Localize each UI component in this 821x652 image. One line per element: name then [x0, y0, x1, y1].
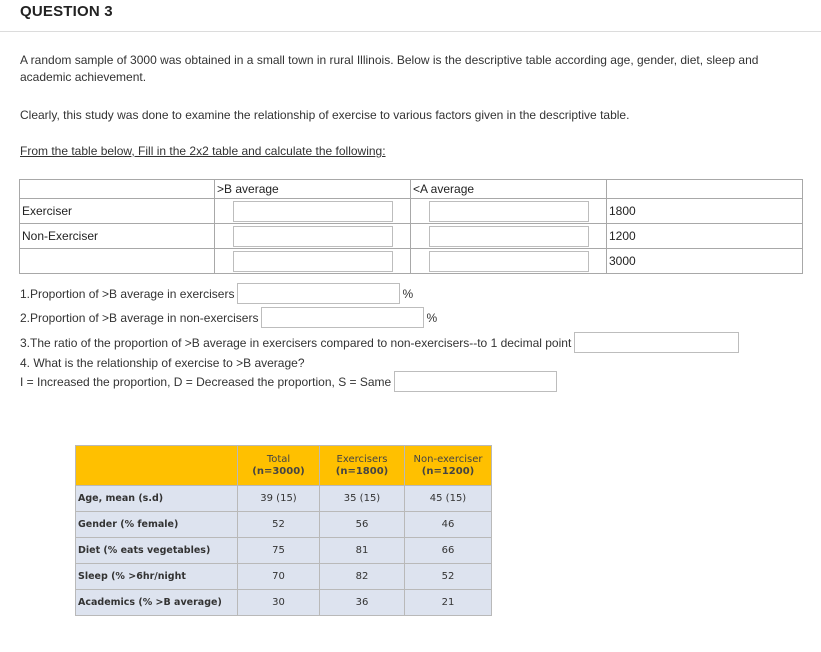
descriptive-cell: 82: [320, 564, 405, 590]
exerciser-above-b-input[interactable]: [233, 201, 393, 222]
non-exerciser-above-b-input[interactable]: [233, 226, 393, 247]
descriptive-cell: 46: [405, 512, 492, 538]
grid-corner-cell: [20, 180, 215, 199]
grid-row-label: Non-Exerciser: [20, 224, 215, 249]
descriptive-row: [76, 512, 492, 538]
grid-header-row: [20, 180, 803, 199]
question-2-suffix: %: [426, 310, 438, 325]
descriptive-cell: 75: [238, 538, 320, 564]
descriptive-row-label: Academics (% >B average): [76, 590, 238, 616]
descriptive-col-header: Non-exerciser (n=1200): [405, 446, 492, 486]
question-4-text: 4. What is the relationship of exercise to >B average?: [20, 356, 305, 370]
grid-total-header: [607, 180, 803, 199]
intro-text: A random sample of 3000 was obtained in a small town in rural Illinois. Below is the descriptive table according age, gender, diet, sleep and academic achievement.: [20, 53, 759, 84]
descriptive-row: [76, 564, 492, 590]
descriptive-row: [76, 486, 492, 512]
descriptive-cell: 45 (15): [405, 486, 492, 512]
grid-row-total: 3000: [607, 249, 803, 274]
descriptive-cell: 56: [320, 512, 405, 538]
descriptive-col-header: Exercisers (n=1800): [320, 446, 405, 486]
descriptive-col-header: Total (n=3000): [238, 446, 320, 486]
descriptive-row-label: Diet (% eats vegetables): [76, 538, 238, 564]
descriptive-row: [76, 538, 492, 564]
descriptive-cell: 30: [238, 590, 320, 616]
question-1-suffix: %: [402, 286, 414, 301]
descriptive-row-label: Gender (% female): [76, 512, 238, 538]
descriptive-cell: 52: [405, 564, 492, 590]
descriptive-cell: 35 (15): [320, 486, 405, 512]
question-1: [20, 283, 413, 304]
descriptive-cell: 36: [320, 590, 405, 616]
descriptive-row-label: Age, mean (s.d): [76, 486, 238, 512]
grid-col-header: <A average: [411, 180, 607, 199]
descriptive-table: [75, 445, 492, 616]
question-2-input[interactable]: [261, 307, 424, 328]
grid-row-label: Exerciser: [20, 199, 215, 224]
instruction-text: From the table below, Fill in the 2x2 table and calculate the following:: [20, 144, 386, 158]
header-divider: [0, 31, 821, 32]
clarification-text: Clearly, this study was done to examine the relationship of exercise to various factors given in the descriptive table.: [20, 108, 630, 122]
total-above-b-input[interactable]: [233, 251, 393, 272]
non-exerciser-below-a-input[interactable]: [429, 226, 589, 247]
question-title: QUESTION 3: [20, 3, 113, 20]
question-4-input[interactable]: [394, 371, 557, 392]
grid-row-non-exerciser: [20, 224, 803, 249]
question-1-text: 1.Proportion of >B average in exercisers: [20, 286, 235, 301]
question-4: [20, 356, 305, 370]
descriptive-cell: 70: [238, 564, 320, 590]
question-2: [20, 307, 437, 328]
question-2-text: 2.Proportion of >B average in non-exercisers: [20, 310, 259, 325]
two-by-two-table: [19, 179, 803, 274]
descriptive-corner-cell: [76, 446, 238, 486]
descriptive-cell: 81: [320, 538, 405, 564]
exerciser-below-a-input[interactable]: [429, 201, 589, 222]
descriptive-cell: 21: [405, 590, 492, 616]
descriptive-cell: 39 (15): [238, 486, 320, 512]
descriptive-row: [76, 590, 492, 616]
descriptive-cell: 66: [405, 538, 492, 564]
grid-col-header: >B average: [215, 180, 411, 199]
grid-row-label: [20, 249, 215, 274]
question-3-text: 3.The ratio of the proportion of >B average in exercisers compared to non-exercisers--to 1 decimal point: [20, 335, 572, 350]
question-4-options: [20, 371, 557, 392]
question-4-options-text: I = Increased the proportion, D = Decreased the proportion, S = Same: [20, 374, 392, 389]
question-3-input[interactable]: [574, 332, 739, 353]
descriptive-cell: 52: [238, 512, 320, 538]
total-below-a-input[interactable]: [429, 251, 589, 272]
grid-row-total: 1800: [607, 199, 803, 224]
question-1-input[interactable]: [237, 283, 400, 304]
grid-row-total-row: [20, 249, 803, 274]
descriptive-header-row: [76, 446, 492, 486]
descriptive-row-label: Sleep (% >6hr/night: [76, 564, 238, 590]
question-3: [20, 332, 739, 353]
grid-row-exerciser: [20, 199, 803, 224]
grid-row-total: 1200: [607, 224, 803, 249]
